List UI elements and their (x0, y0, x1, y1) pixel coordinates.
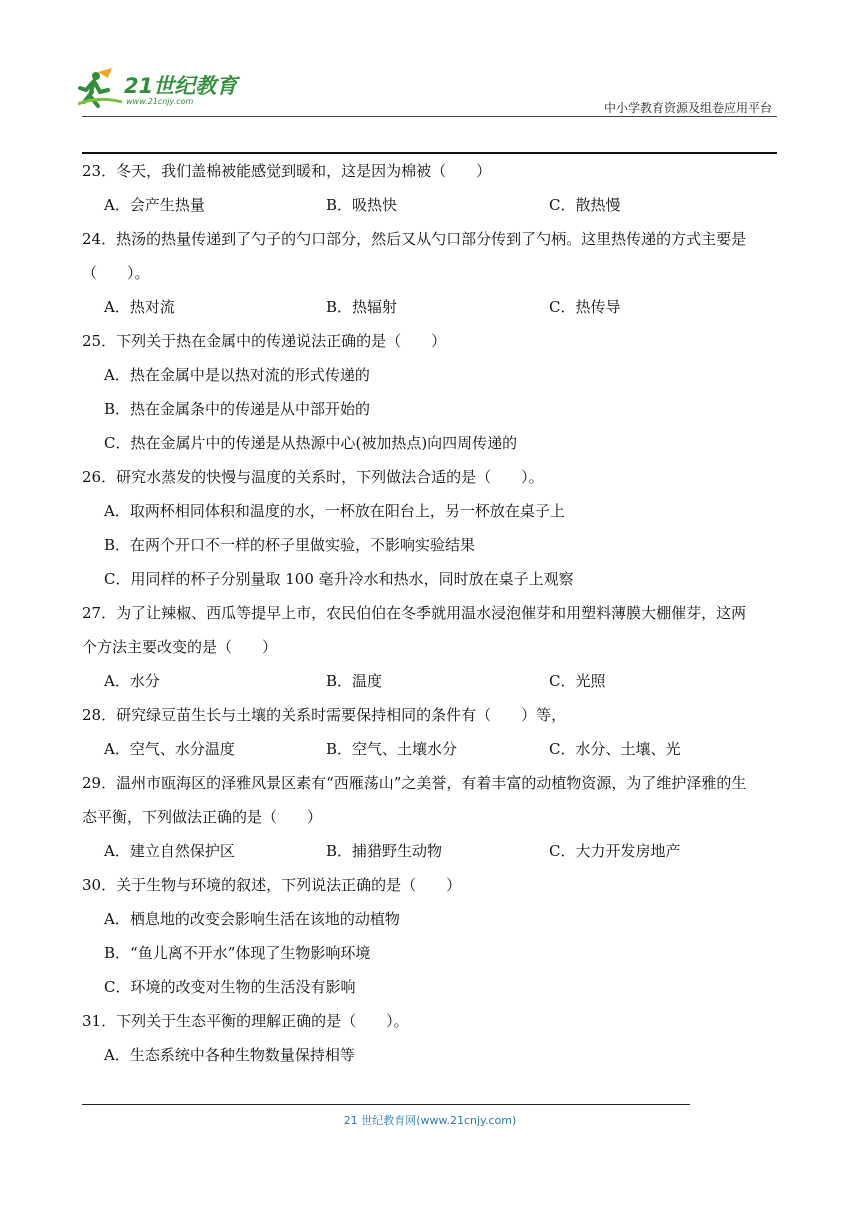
question-24 (82, 222, 782, 324)
platform-name: 中小学教育资源及组卷应用平台 (603, 101, 772, 115)
question-stem: 28．研究绿豆苗生长与土壤的关系时需要保持相同的条件有（ ）等， (82, 706, 567, 724)
answer-option: A．会产生热量 (104, 196, 205, 214)
answer-option: B．捕猎野生动物 (326, 842, 443, 860)
page-header (0, 0, 860, 130)
question-28 (82, 698, 782, 766)
answer-option: C．热在金属片中的传递是从热源中心(被加热点)向四周传递的 (104, 434, 518, 452)
footer-divider (82, 1104, 690, 1105)
answer-option: B．吸热快 (326, 196, 398, 214)
answer-option: C．热传导 (549, 298, 621, 316)
answer-option: B．在两个开口不一样的杯子里做实验，不影响实验结果 (104, 536, 476, 554)
question-25 (82, 324, 782, 460)
question-27 (82, 596, 782, 698)
answer-option: B．空气、土壤水分 (326, 740, 458, 758)
answer-option: C．水分、土壤、光 (549, 740, 681, 758)
question-stem: 态平衡，下列做法正确的是（ ） (82, 808, 323, 826)
question-stem: 30．关于生物与环境的叙述，下列说法正确的是（ ） (82, 876, 462, 894)
question-stem: 23．冬天，我们盖棉被能感觉到暖和，这是因为棉被（ ） (82, 162, 492, 180)
answer-option: B．“鱼儿离不开水”体现了生物影响环境 (104, 944, 371, 962)
question-stem: 个方法主要改变的是（ ） (82, 638, 278, 656)
option-row (82, 188, 782, 222)
answer-option: A．热在金属中是以热对流的形式传递的 (104, 366, 370, 384)
answer-option: A．空气、水分温度 (104, 740, 235, 758)
question-stem: 25．下列关于热在金属中的传递说法正确的是（ ） (82, 332, 447, 350)
answer-option: C．环境的改变对生物的生活没有影响 (104, 978, 356, 996)
question-23 (82, 154, 782, 222)
answer-option: A．栖息地的改变会影响生活在该地的动植物 (104, 910, 400, 928)
question-stem: 26．研究水蒸发的快慢与温度的关系时，下列做法合适的是（ ）。 (82, 468, 544, 486)
answer-option: B．热辐射 (326, 298, 398, 316)
runner-logo-icon (78, 66, 124, 110)
answer-option: A．生态系统中各种生物数量保持相等 (104, 1046, 355, 1064)
answer-option: C．用同样的杯子分别量取 100 毫升冷水和热水，同时放在桌子上观察 (104, 570, 574, 588)
question-stem: 24．热汤的热量传递到了勺子的勺口部分，然后又从勺口部分传到了勺柄。这里热传递的方式主要是 (82, 230, 747, 248)
site-logo (78, 66, 248, 112)
answer-option: C．大力开发房地产 (549, 842, 681, 860)
logo-url: www.21cnjy.com (126, 97, 194, 106)
footer-text: 21 世纪教育网(www.21cnjy.com) (343, 1114, 517, 1127)
question-29 (82, 766, 782, 868)
option-row (82, 732, 782, 766)
answer-option: C．光照 (549, 672, 606, 690)
answer-option: B．温度 (326, 672, 383, 690)
answer-option: A．建立自然保护区 (104, 842, 235, 860)
question-stem: 31．下列关于生态平衡的理解正确的是（ ）。 (82, 1012, 409, 1030)
answer-option: A．热对流 (104, 298, 175, 316)
option-row (82, 664, 782, 698)
answer-option: A．取两杯相同体积和温度的水，一杯放在阳台上，另一杯放在桌子上 (104, 502, 565, 520)
question-31 (82, 1004, 782, 1072)
answer-option: B．热在金属条中的传递是从中部开始的 (104, 400, 371, 418)
answer-option: C．散热慢 (549, 196, 621, 214)
option-row (82, 290, 782, 324)
question-30 (82, 868, 782, 1004)
question-stem: 27．为了让辣椒、西瓜等提早上市，农民伯伯在冬季就用温水浸泡催芽和用塑料薄膜大棚催芽，这两 (82, 604, 747, 622)
option-row (82, 834, 782, 868)
header-divider (82, 116, 777, 117)
question-stem: （ ）。 (82, 264, 150, 282)
question-list (82, 154, 782, 1072)
question-26 (82, 460, 782, 596)
logo-text: 21世纪教育 (124, 74, 238, 98)
answer-option: A．水分 (104, 672, 160, 690)
question-stem: 29．温州市瓯海区的泽雅风景区素有“西雁荡山”之美誉，有着丰富的动植物资源，为了维护泽雅的生 (82, 774, 747, 792)
